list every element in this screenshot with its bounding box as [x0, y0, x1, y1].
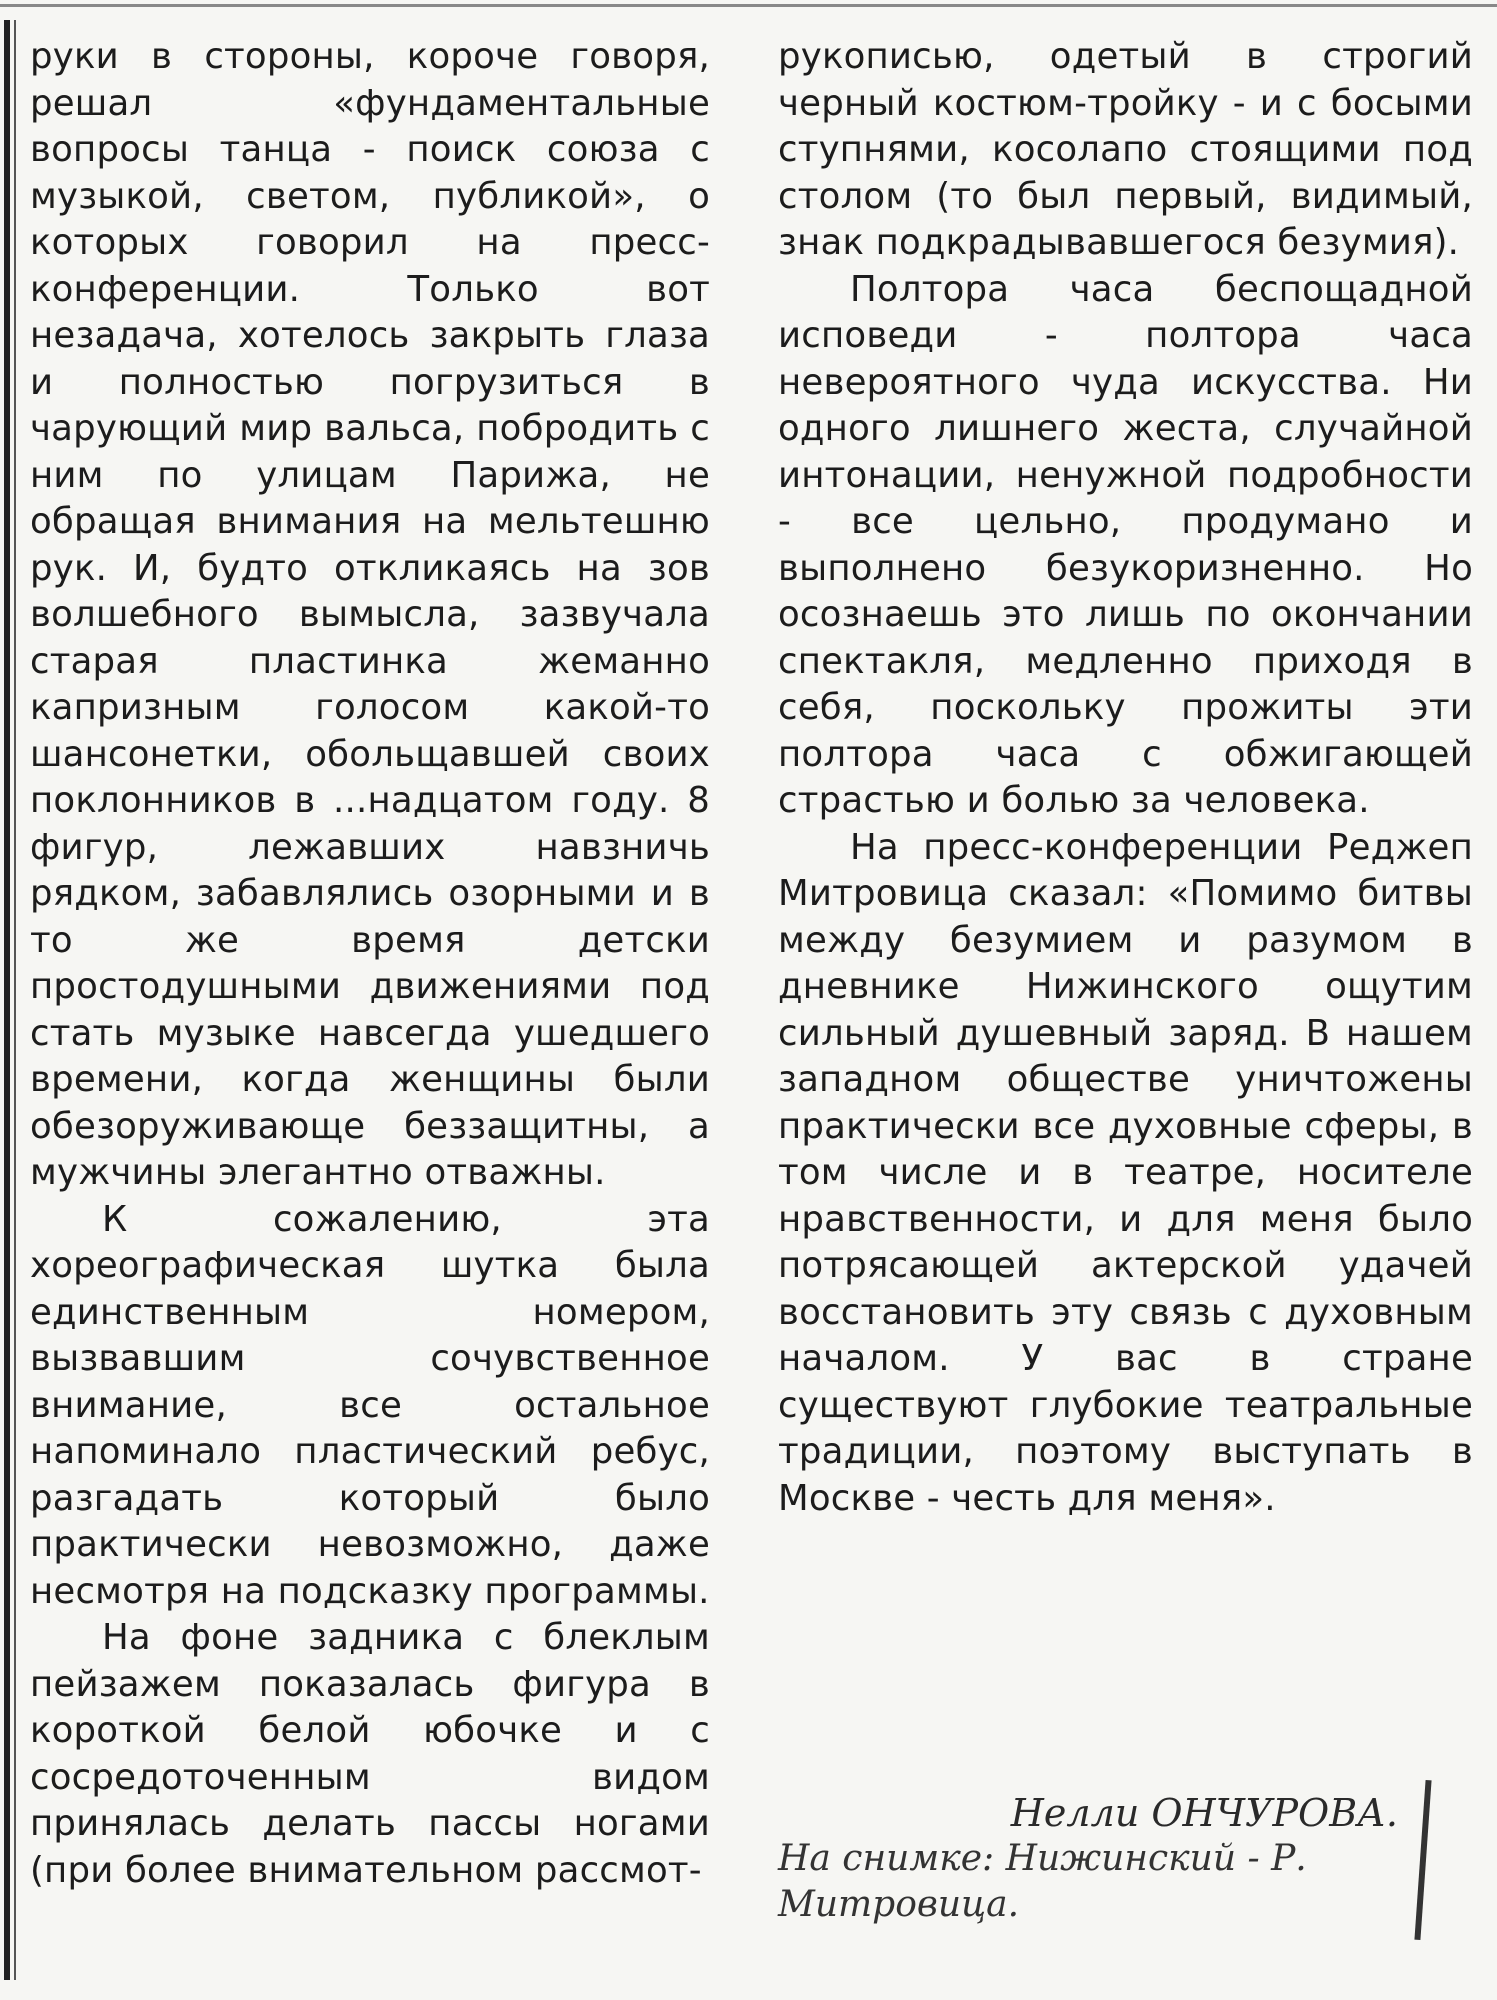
left-paragraph-2: К сожалению, эта хореографическая шутка была единственным номером, вызвавшим сочувственное внимание, все остальное напоминало пластический ребус, разгадать который было практически невозможно, даже несмотря на подсказку программы.: [30, 1198, 710, 1612]
article-credit: [778, 1790, 1398, 1928]
author-byline: Нелли ОНЧУРОВА.: [1010, 1791, 1398, 1835]
left-margin-rule: [4, 20, 10, 1980]
right-paragraph-3: На пресс-конференции Реджеп Митровица сказал: «Помимо битвы между безумием и разумом в дневнике Нижинского ощутим сильный душевный заряд. В нашем западном обществе уничтожены практически все духовные сферы, в том числе и в театре, носителе нравственности, и для меня было потрясающей актерской удачей восстановить эту связь с духовным началом. У вас в стране существуют глубокие театральные традиции, поэтому выступать в Москве - честь для меня».: [778, 826, 1473, 1519]
right-paragraph-2: Полтора часа беспощадной исповеди - полтора часа невероятного чуда искусства. Ни одного лишнего жеста, случайной интонации, ненужной подробности - все цельно, продумано и выполнено безукоризненно. Но осознаешь это лишь по окончании спектакля, медленно приходя в себя, поскольку прожиты эти полтора часа с обжигающей страстью и болью за человека.: [778, 268, 1473, 821]
left-text-column: [30, 34, 710, 1894]
handwritten-mark: [1414, 1780, 1431, 1940]
top-edge-rule: [0, 4, 1497, 7]
right-text-column: [778, 34, 1473, 1522]
photo-caption: На снимке: Нижинский - Р. Митровица.: [778, 1838, 1307, 1925]
left-paragraph-1: руки в стороны, короче говоря, решал «фундаментальные вопросы танца - поиск союза с музыкой, светом, публикой», о которых говорил на пресс-конференции. Только вот незадача, хотелось закрыть глаза и полностью погрузиться в чарующий мир вальса, побродить с ним по улицам Парижа, не обращая внимания на мельтешню рук. И, будто откликаясь на зов волшебного вымысла, зазвучала старая пластинка жеманно капризным голосом какой-то шансонетки, обольщавшей своих поклонников в ...надцатом году. 8 фигур, лежавших навзничь рядком, забавлялись озорными и в то же время детски простодушными движениями под стать музыке навсегда ушедшего времени, когда женщины были обезоруживающе беззащитны, а мужчины элегантно отважны.: [30, 36, 710, 1193]
left-paragraph-3: На фоне задника с блеклым пейзажем показалась фигура в короткой белой юбочке и с сосредоточенным видом принялась делать пассы ногами (при более внимательном рассмот-: [30, 1617, 710, 1891]
left-margin-rule-thin: [14, 20, 16, 1980]
right-paragraph-1: рукописью, одетый в строгий черный костюм-тройку - и с босыми ступнями, косолапо стоящими под столом (то был первый, видимый, знак подкрадывавшегося безумия).: [778, 36, 1473, 263]
